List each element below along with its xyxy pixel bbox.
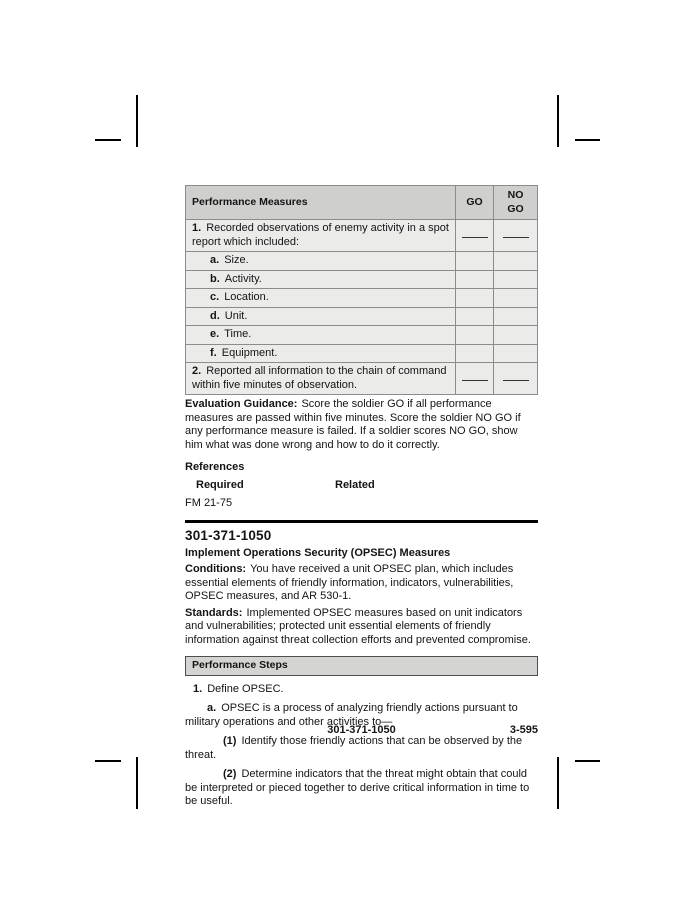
nogo-blank-line <box>503 372 529 381</box>
standards-paragraph <box>185 607 538 648</box>
step-item <box>185 768 538 809</box>
measure-text: Reported all information to the chain of command within five minutes of observation. <box>192 365 447 391</box>
measure-text: Size. <box>224 254 249 266</box>
measure-number: e. <box>210 328 220 340</box>
measure-text: Equipment. <box>221 346 278 359</box>
crop-mark-top-left-horizontal <box>95 139 121 141</box>
references-heading: References <box>185 461 245 473</box>
evaluation-guidance-label: Evaluation Guidance: <box>185 398 298 410</box>
section-divider-rule <box>185 520 538 523</box>
measure-number: 2. <box>192 365 202 377</box>
measure-text: Activity. <box>224 272 262 285</box>
step-number: a. <box>207 702 217 714</box>
page-footer <box>185 724 538 736</box>
column-header-measures: Performance Measures <box>186 186 456 220</box>
table-row <box>186 220 538 252</box>
step-text: Define OPSEC. <box>207 682 284 695</box>
crop-mark-top-right-horizontal <box>575 139 600 141</box>
measure-text: Location. <box>224 291 269 303</box>
references-required-label: Required <box>196 478 244 491</box>
references-columns <box>185 479 538 493</box>
measure-text: Recorded observations of enemy activity in a spot report which included: <box>192 222 449 248</box>
conditions-paragraph <box>185 563 538 604</box>
measure-number: f. <box>210 346 217 359</box>
measure-number: d. <box>210 309 220 322</box>
step-text: Determine indicators that the threat might obtain that could be interpreted or pieced together to derive critical information in time to be useful. <box>185 768 530 807</box>
standards-text: Implemented OPSEC measures based on unit indicators and vulnerabilities; protected unit essential elements of friendly information against threat collection efforts and prevented compromise. <box>185 606 531 646</box>
measure-number: a. <box>210 254 220 266</box>
crop-mark-bottom-right-vertical <box>557 757 559 809</box>
column-header-go: GO <box>456 186 494 220</box>
evaluation-guidance-text: Score the soldier GO if all performance measures are passed within five minutes. Score the soldier NO GO if any performance measure is failed. If a soldier scores NO GO, show him what was done wrong and how to do it correctly. <box>185 398 521 451</box>
crop-mark-bottom-left-horizontal <box>95 760 121 762</box>
column-header-nogo: NO GO <box>494 186 538 220</box>
table-header-row <box>186 186 538 220</box>
task-title: Implement Operations Security (OPSEC) Measures <box>185 546 451 559</box>
step-number: (1) <box>223 735 237 747</box>
step-number: (2) <box>223 768 237 780</box>
evaluation-guidance <box>185 398 538 452</box>
step-text: Identify those friendly actions that can be observed by the threat. <box>185 735 523 761</box>
table-row <box>186 326 538 345</box>
crop-mark-bottom-right-horizontal <box>575 760 600 762</box>
step-number: 1. <box>193 682 203 695</box>
crop-mark-top-left-vertical <box>136 95 138 147</box>
crop-mark-bottom-left-vertical <box>136 757 138 809</box>
reference-item: FM 21-75 <box>185 496 233 509</box>
footer-page-number: 3-595 <box>509 724 538 736</box>
step-item <box>185 735 538 762</box>
go-blank-line <box>462 229 488 238</box>
table-row <box>186 344 538 363</box>
measure-number: b. <box>210 272 220 285</box>
table-row <box>186 252 538 271</box>
step-item <box>185 683 538 697</box>
nogo-blank-line <box>503 229 529 238</box>
conditions-text: You have received a unit OPSEC plan, which includes essential elements of friendly information, indicators, vulnerabilities, OPSEC measures, and AR 530-1. <box>185 563 514 602</box>
task-number-heading: 301-371-1050 <box>185 528 272 543</box>
step-text: OPSEC is a process of analyzing friendly actions pursuant to military operations and other activities to— <box>185 702 518 728</box>
go-blank-line <box>462 372 488 381</box>
table-row <box>186 307 538 326</box>
measure-number: 1. <box>192 222 202 234</box>
measure-number: c. <box>210 291 220 303</box>
table-row <box>186 289 538 308</box>
page-content <box>185 185 538 809</box>
crop-mark-top-right-vertical <box>557 95 559 147</box>
standards-label: Standards: <box>185 606 243 619</box>
table-row <box>186 363 538 395</box>
table-row <box>186 270 538 289</box>
measure-text: Unit. <box>224 309 248 322</box>
footer-task-number: 301-371-1050 <box>327 724 396 736</box>
references-related-label: Related <box>335 478 375 491</box>
performance-steps-header: Performance Steps <box>185 656 538 676</box>
conditions-label: Conditions: <box>185 563 247 575</box>
performance-measures-table <box>185 185 538 395</box>
measure-text: Time. <box>224 328 252 340</box>
